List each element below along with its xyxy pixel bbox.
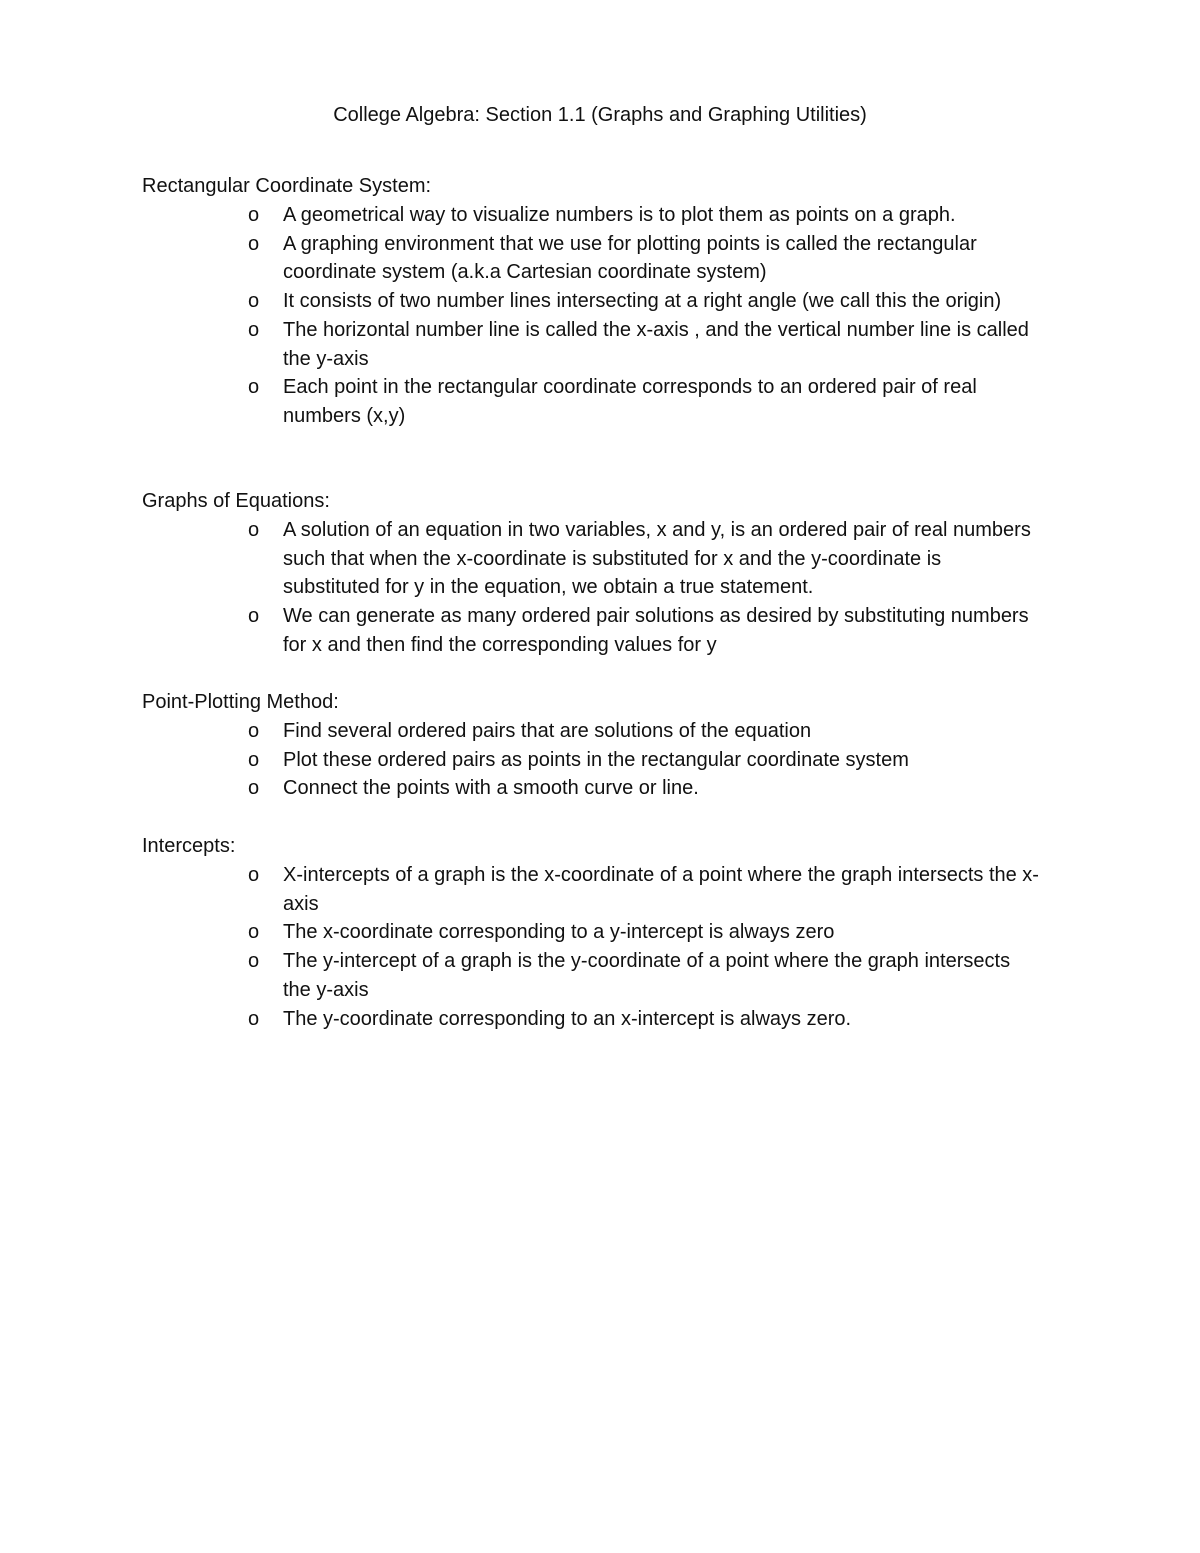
list-item [142,287,1043,316]
list-item-text: The x-coordinate corresponding to a y-intercept is always zero [283,921,835,944]
bullet-list [142,201,1082,431]
list-item [142,373,1043,430]
section-heading: Intercepts: [142,835,236,857]
bullet-marker: o [248,318,260,341]
section-heading: Graphs of Equations: [142,490,330,512]
bullet-marker: o [248,519,260,541]
list-item [142,201,1043,230]
list-item [142,1005,1043,1034]
list-item-text: Each point in the rectangular coordinate corresponds to an ordered pair of real numbers (x,y) [283,376,977,427]
bullet-marker: o [248,921,260,944]
list-item-text: A solution of an equation in two variables, x and y, is an ordered pair of real numbers such that when the x-coordinate is substituted for x and the y-coordinate is substituted for y in the equation, we obtain a true statement. [283,519,1031,599]
list-item [142,947,1043,1004]
bullet-list [142,861,1082,1033]
bullet-marker: o [248,777,260,800]
list-item [142,230,1043,287]
bullet-marker: o [248,232,260,255]
list-item-text: Find several ordered pairs that are solutions of the equation [283,720,812,742]
section-heading: Point-Plotting Method: [142,691,339,713]
document-title: College Algebra: Section 1.1 (Graphs and Graphing Utilities) [333,104,867,126]
list-item-text: The y-intercept of a graph is the y-coordinate of a point where the graph intersects the y-axis [283,950,1011,1001]
list-item [142,516,1043,602]
bullet-marker: o [248,376,260,399]
section-graphs-of-equations [142,487,1082,660]
section-intercepts [142,832,1082,1033]
list-item-text: A geometrical way to visualize numbers is to plot them as points on a graph. [283,204,956,226]
list-item-text: Plot these ordered pairs as points in the rectangular coordinate system [283,748,909,771]
section-heading: Rectangular Coordinate System: [142,175,432,197]
list-item [142,918,1043,947]
section-point-plotting-method [142,688,1082,803]
list-item-text: X-intercepts of a graph is the x-coordinate of a point where the graph intersects the x-axis [283,864,1039,915]
bullet-marker: o [248,864,260,886]
list-item-text: The y-coordinate corresponding to an x-intercept is always zero. [283,1007,852,1030]
list-item [142,717,1043,746]
bullet-list [142,717,1082,803]
bullet-marker: o [248,720,260,742]
bullet-marker: o [248,605,260,628]
bullet-marker: o [248,204,260,226]
list-item-text: A graphing environment that we use for plotting points is called the rectangular coordinate system (a.k.a Cartesian coordinate system) [283,232,977,284]
list-item-text: Connect the points with a smooth curve or line. [283,777,699,800]
bullet-marker: o [248,748,260,771]
bullet-list [142,516,1082,660]
list-item-text: We can generate as many ordered pair solutions as desired by substituting numbers for x and then find the corresponding values for y [283,605,1029,656]
list-item [142,746,1043,775]
bullet-marker: o [248,290,260,313]
bullet-marker: o [248,950,260,973]
list-item-text: The horizontal number line is called the x-axis , and the vertical number line is called the y-axis [283,318,1029,370]
list-item [142,602,1043,659]
list-item [142,861,1043,918]
list-item [142,316,1043,373]
section-rectangular-coordinate-system [142,172,1082,431]
list-item-text: It consists of two number lines intersecting at a right angle (we call this the origin) [283,290,1002,313]
bullet-marker: o [248,1007,260,1030]
list-item [142,774,1043,803]
